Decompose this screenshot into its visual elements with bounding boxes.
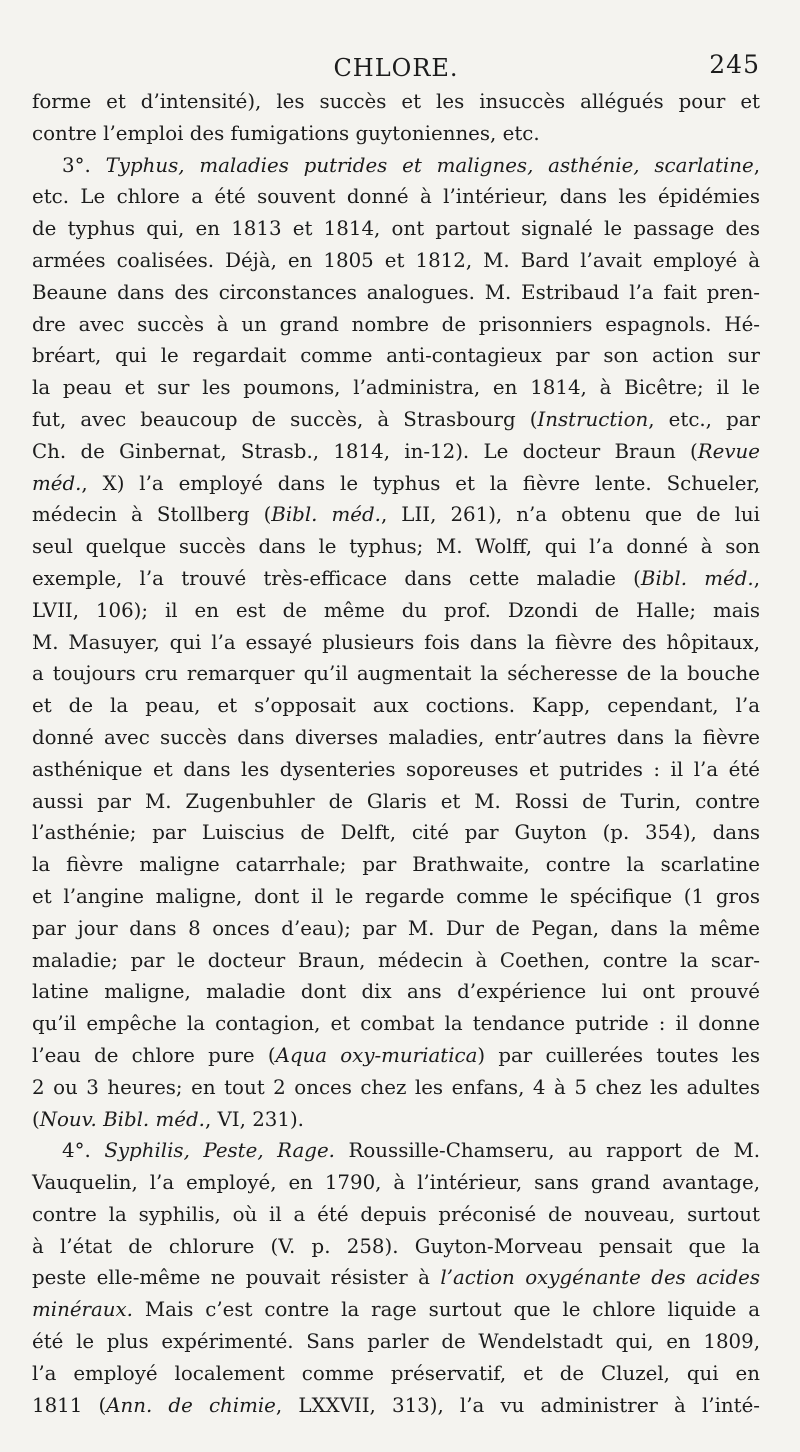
text-segment: été le plus expérimenté. Sans parler de Wendelstadt qui, en 1809, (32, 1330, 760, 1354)
italic-text: Typhus, maladies putrides et malignes, asthénie, scarlatine (105, 153, 754, 177)
text-segment: et de la peau, et s’opposait aux coctions. Kapp, cependant, l’a (32, 694, 760, 718)
italic-text: Syphilis, Peste, Rage. (104, 1139, 335, 1163)
text-segment: aussi par M. Zugenbuhler de Glaris et M. Rossi de Turin, contre (32, 789, 760, 813)
text-line (32, 849, 760, 881)
page-number: 245 (709, 50, 760, 79)
text-segment: , (753, 153, 760, 177)
text-line (32, 1262, 760, 1294)
text-segment: l’asthénie; par Luiscius de Delft, cité par Guyton (p. 354), dans (32, 821, 760, 845)
text-line (32, 118, 760, 150)
text-line (32, 86, 760, 118)
text-segment: fut, avec beaucoup de succès, à Strasbourg ( (32, 407, 538, 431)
text-line (32, 754, 760, 786)
text-line (32, 372, 760, 404)
text-segment: la fièvre maligne catarrhale; par Brathwaite, contre la scarlatine (32, 853, 760, 877)
italic-text: Revue (697, 439, 760, 463)
text-segment: seul quelque succès dans le typhus; M. Wolff, qui l’a donné à son (32, 535, 760, 559)
text-line (32, 1390, 760, 1422)
text-segment: , (753, 566, 761, 590)
text-line (32, 1326, 760, 1358)
text-line (32, 595, 760, 627)
text-segment: etc. Le chlore a été souvent donné à l’intérieur, dans les épidémies (32, 185, 760, 209)
text-segment: LVII, 106); il en est de même du prof. Dzondi de Halle; mais (32, 598, 760, 622)
text-line (32, 213, 760, 245)
text-segment: , LII, 261), n’a obtenu que de lui (380, 503, 761, 527)
text-line (32, 150, 760, 182)
text-segment: a toujours cru remarquer qu’il augmentait la sécheresse de la bouche (32, 662, 760, 686)
italic-text: Nouv. Bibl. méd. (39, 1107, 205, 1131)
text-line (32, 245, 760, 277)
text-segment: la peau et sur les poumons, l’administra, en 1814, à Bicêtre; il le (32, 376, 760, 400)
text-line (32, 531, 760, 563)
text-segment: forme et d’intensité), les succès et les insuccès allégués pour et (32, 90, 760, 113)
text-segment: 4°. (62, 1139, 105, 1163)
text-segment: ) par cuillerées toutes les (477, 1043, 760, 1067)
text-segment: qu’il empêche la contagion, et combat la tendance putride : il donne (32, 1012, 760, 1036)
italic-text: minéraux. (32, 1298, 133, 1322)
text-line (32, 1358, 760, 1390)
text-line (32, 436, 760, 468)
text-line (32, 1040, 760, 1072)
text-segment: Roussille-Chamseru, au rapport de M. (334, 1139, 760, 1163)
text-line (32, 976, 760, 1008)
text-segment: donné avec succès dans diverses maladies, entr’autres dans la fièvre (32, 725, 760, 749)
text-segment: à l’état de chlorure (V. p. 258). Guyton-Morveau pensait que la (32, 1234, 760, 1258)
text-segment: , X) l’a employé dans le typhus et la fièvre lente. Schueler, (81, 471, 760, 495)
text-segment: Vauquelin, l’a employé, en 1790, à l’intérieur, sans grand avantage, (32, 1171, 760, 1195)
text-line (32, 722, 760, 754)
page-header (32, 48, 760, 86)
text-line (32, 499, 760, 531)
text-line (32, 1008, 760, 1040)
text-line (32, 817, 760, 849)
italic-text: Ann. de chimie (106, 1393, 276, 1417)
text-segment: médecin à Stollberg ( (32, 503, 272, 527)
text-line (32, 1231, 760, 1263)
body-text (32, 86, 760, 1421)
text-line (32, 468, 760, 500)
text-segment: Ch. de Ginbernat, Strasb., 1814, in-12). Le docteur Braun ( (32, 439, 698, 463)
text-line (32, 627, 760, 659)
text-line (32, 1072, 760, 1104)
text-segment: peste elle-même ne pouvait résister à (32, 1266, 441, 1290)
text-line (32, 1104, 760, 1136)
text-line (32, 404, 760, 436)
text-segment: dre avec succès à un grand nombre de prisonniers espagnols. Hé- (32, 312, 760, 336)
text-segment: contre l’emploi des fumigations guytoniennes, etc. (32, 121, 540, 145)
text-line (32, 881, 760, 913)
text-segment: maladie; par le docteur Braun, médecin à Coethen, contre la scar- (32, 948, 760, 972)
text-segment: l’a employé localement comme préservatif, et de Cluzel, qui en (32, 1361, 760, 1385)
text-segment: , etc., par (648, 407, 760, 431)
text-segment: ( (32, 1107, 40, 1131)
text-segment: exemple, l’a trouvé très-efficace dans cette maladie ( (32, 566, 641, 590)
text-segment: asthénique et dans les dysenteries soporeuses et putrides : il l’a été (32, 757, 760, 781)
text-segment: contre la syphilis, où il a été depuis préconisé de nouveau, surtout (32, 1202, 760, 1226)
running-title: CHLORE. (333, 54, 459, 82)
text-line (32, 1167, 760, 1199)
text-segment: , LXXVII, 313), l’a vu administrer à l’inté- (275, 1393, 760, 1417)
text-line (32, 786, 760, 818)
text-segment: 2 ou 3 heures; en tout 2 onces chez les enfans, 4 à 5 chez les adultes (32, 1075, 760, 1099)
italic-text: l’action oxygénante des acides (440, 1266, 760, 1290)
italic-text: méd. (32, 471, 82, 495)
text-line (32, 181, 760, 213)
text-segment: armées coalisées. Déjà, en 1805 et 1812, M. Bard l’avait employé à (32, 248, 760, 272)
text-segment: par jour dans 8 onces d’eau); par M. Dur de Pegan, dans la même (32, 916, 760, 940)
text-line (32, 658, 760, 690)
text-line (32, 340, 760, 372)
text-line (32, 1294, 760, 1326)
text-segment: bréart, qui le regardait comme anti-contagieux par son action sur (32, 344, 760, 368)
text-segment: latine maligne, maladie dont dix ans d’expérience lui ont prouvé (32, 980, 760, 1004)
text-segment: Beaune dans des circonstances analogues. M. Estribaud l’a fait pren- (32, 280, 760, 304)
italic-text: Instruction (537, 407, 649, 431)
text-segment: 1811 ( (32, 1393, 107, 1417)
text-line (32, 690, 760, 722)
text-line (32, 945, 760, 977)
text-line (32, 563, 760, 595)
text-segment: de typhus qui, en 1813 et 1814, ont partout signalé le passage des (32, 217, 760, 241)
text-line (32, 1135, 760, 1167)
text-line (32, 277, 760, 309)
text-line (32, 913, 760, 945)
italic-text: Bibl. méd. (640, 566, 754, 590)
text-segment: l’eau de chlore pure ( (32, 1043, 276, 1067)
text-segment: , VI, 231). (204, 1107, 304, 1131)
text-line (32, 309, 760, 341)
text-segment: 3°. (62, 153, 106, 177)
italic-text: Bibl. méd. (271, 503, 381, 527)
text-segment: M. Masuyer, qui l’a essayé plusieurs fois dans la fièvre des hôpitaux, (32, 630, 760, 654)
text-segment: et l’angine maligne, dont il le regarde comme le spécifique (1 gros (32, 884, 760, 908)
text-line (32, 1199, 760, 1231)
italic-text: Aqua oxy-muriatica (275, 1043, 478, 1067)
text-segment: Mais c’est contre la rage surtout que le chlore liquide a (132, 1298, 760, 1322)
